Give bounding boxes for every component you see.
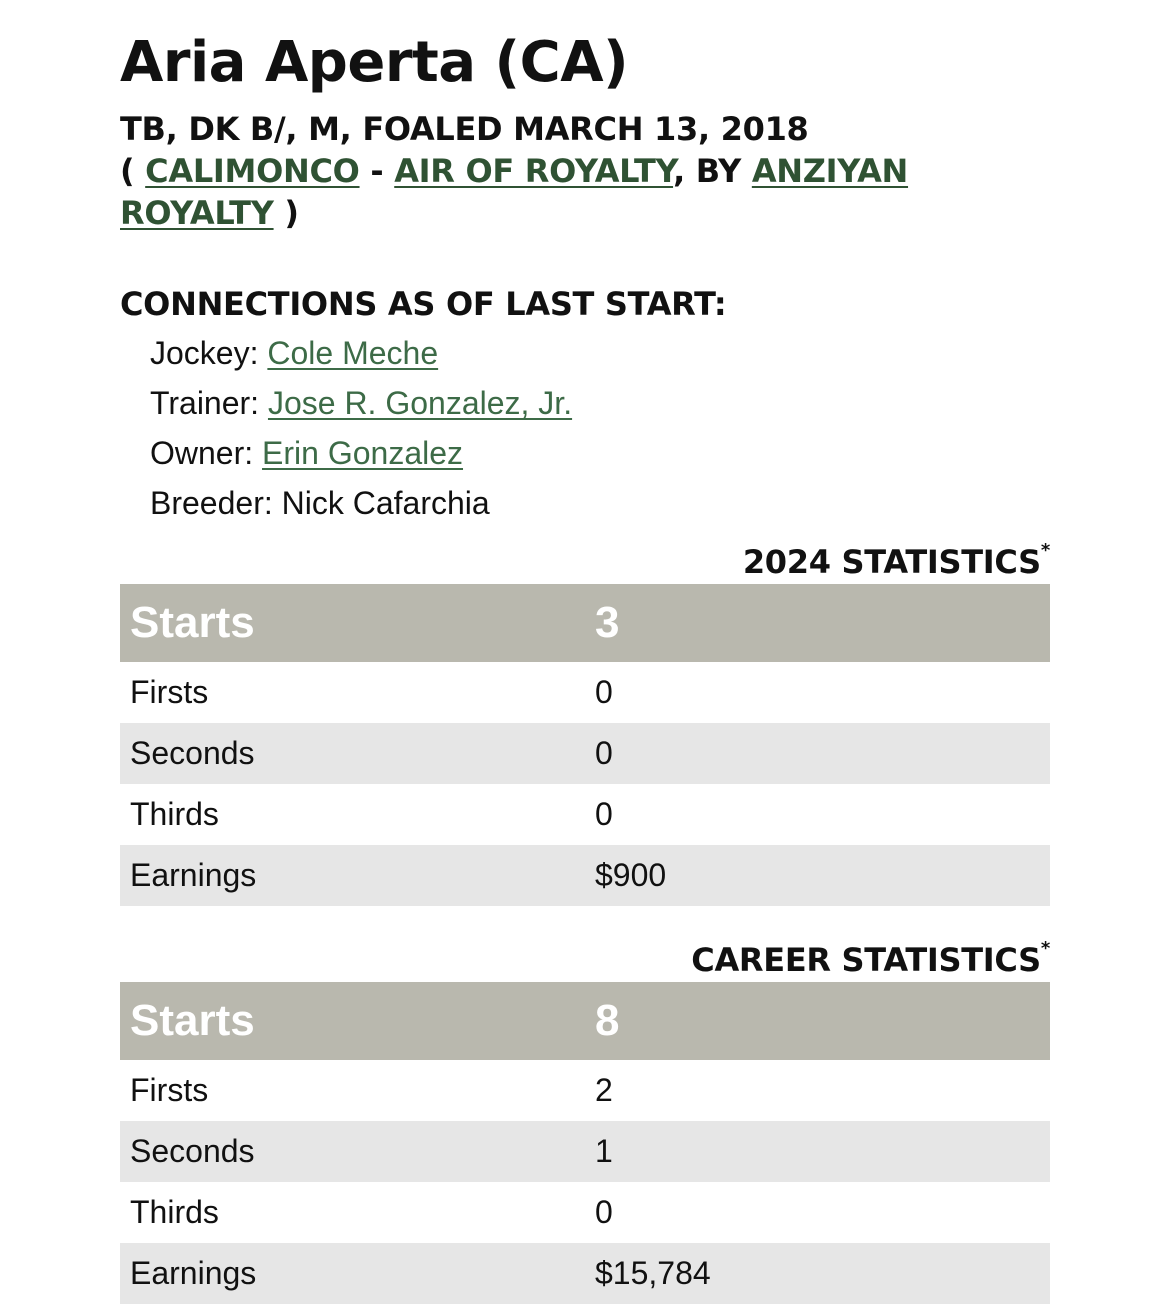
jockey-row (150, 328, 1050, 378)
stat-value: 2 (595, 1072, 613, 1108)
stat-label: Earnings (120, 1243, 585, 1304)
table-row (120, 1121, 1050, 1182)
horse-profile (120, 30, 1050, 1304)
stat-value: 8 (585, 982, 1050, 1060)
stats-career-title: CAREER STATISTICS (691, 941, 1041, 979)
jockey-label: Jockey: (150, 335, 268, 371)
stats-2024-asterisk: * (1040, 540, 1050, 561)
pedigree-dash: - (359, 152, 395, 190)
stat-label: Thirds (130, 1194, 219, 1230)
dam-link[interactable]: AIR OF ROYALTY (394, 152, 674, 190)
table-row (120, 584, 1050, 662)
table-row (120, 1243, 1050, 1304)
sire-link[interactable]: CALIMONCO (145, 152, 360, 190)
pedigree-close-paren: ) (273, 194, 299, 232)
stats-2024-title: 2024 STATISTICS (742, 543, 1041, 581)
stats-career-heading (120, 940, 1050, 980)
stat-label: Earnings (120, 845, 585, 906)
jockey-link[interactable]: Cole Meche (267, 335, 439, 371)
stat-label: Starts (120, 584, 585, 662)
stat-label: Firsts (130, 674, 209, 710)
stat-value: 0 (595, 674, 613, 710)
breeder-name: Nick Cafarchia (281, 485, 490, 521)
stats-career-table (120, 982, 1050, 1304)
breeder-row (150, 478, 1050, 528)
pedigree-line (120, 150, 1050, 234)
stat-label: Seconds (120, 1121, 585, 1182)
stat-label: Firsts (130, 1072, 209, 1108)
stat-label: Starts (120, 982, 585, 1060)
connections-list (150, 328, 1050, 528)
owner-label: Owner: (150, 435, 263, 471)
table-row (120, 784, 1050, 845)
owner-row (150, 428, 1050, 478)
pedigree-by: , BY (673, 152, 752, 190)
stat-value: 3 (585, 584, 1050, 662)
owner-link[interactable]: Erin Gonzalez (262, 435, 464, 471)
table-row (120, 845, 1050, 906)
stat-value: 1 (585, 1121, 1050, 1182)
trainer-label: Trainer: (150, 385, 268, 421)
dam-sire-link[interactable]: ANZIYAN ROYALTY (120, 152, 909, 232)
table-row (120, 1060, 1050, 1121)
table-row (120, 723, 1050, 784)
horse-details: TB, DK B/, M, FOALED MARCH 13, 2018 (120, 110, 809, 148)
stat-value: 0 (585, 723, 1050, 784)
horse-name: Aria Aperta (CA) (120, 30, 629, 95)
stat-value: $900 (585, 845, 1050, 906)
table-row (120, 662, 1050, 723)
trainer-link[interactable]: Jose R. Gonzalez, Jr. (267, 385, 573, 421)
table-row (120, 1182, 1050, 1243)
stats-2024-table (120, 584, 1050, 906)
stat-value: $15,784 (585, 1243, 1050, 1304)
trainer-row (150, 378, 1050, 428)
pedigree-open-paren: ( (120, 152, 146, 190)
table-row (120, 982, 1050, 1060)
connections-heading: CONNECTIONS AS OF LAST START: (120, 285, 727, 323)
stat-value: 0 (595, 1194, 613, 1230)
stat-label: Thirds (130, 796, 219, 832)
stat-label: Seconds (120, 723, 585, 784)
stats-career-asterisk: * (1040, 938, 1050, 959)
breeder-label: Breeder: (150, 485, 282, 521)
stat-value: 0 (595, 796, 613, 832)
stats-2024-heading (120, 542, 1050, 582)
